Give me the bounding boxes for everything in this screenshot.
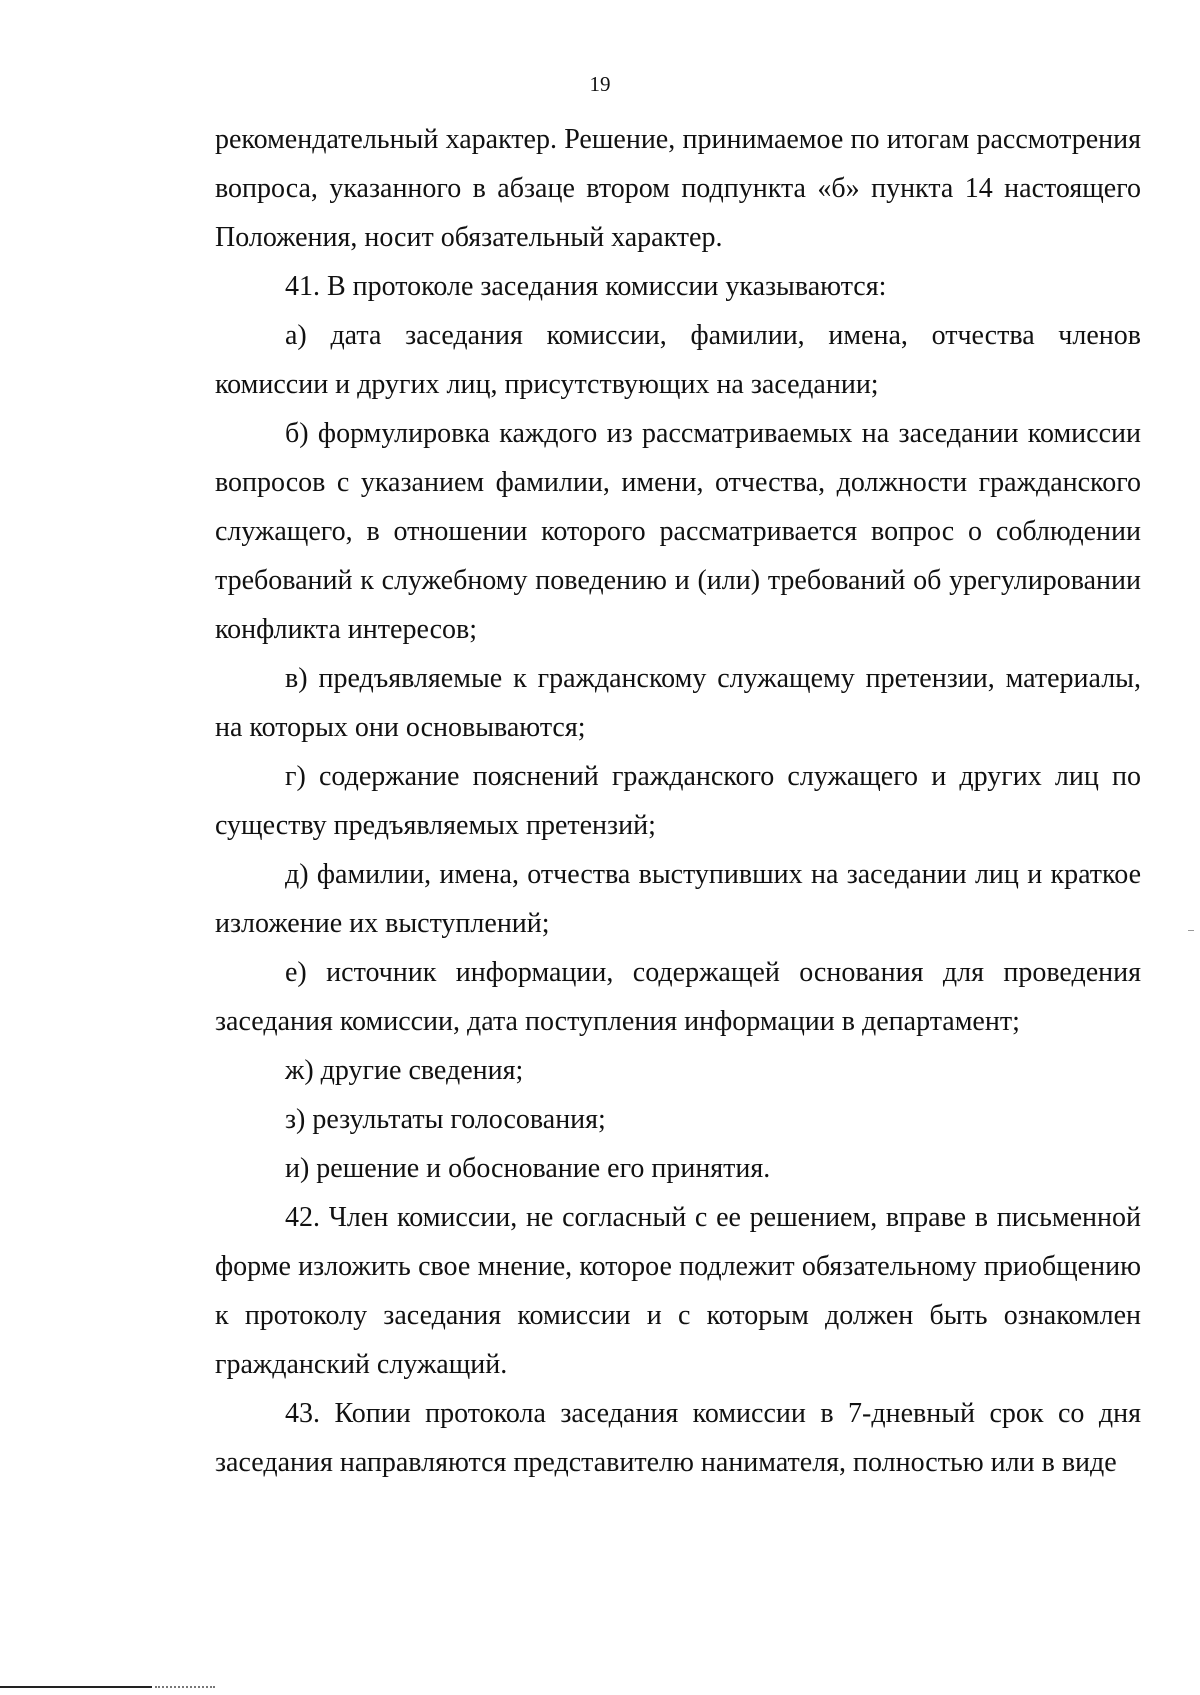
list-item-g: г) содержание пояснений гражданского служащего и других лиц по существу предъявляемых претензий; [215,761,1141,841]
list-item-z: з) результаты голосования; [285,1104,606,1135]
page-number: 19 [589,72,611,96]
list-item-i: и) решение и обоснование его принятия. [285,1153,771,1184]
document-body [215,115,1141,1487]
list-item-e: е) источник информации, содержащей основания для проведения заседания комиссии, дата поступления информации в департамент; [215,957,1141,1037]
list-item-zh: ж) другие сведения; [285,1055,524,1086]
list-item-b: б) формулировка каждого из рассматриваемых на заседании комиссии вопросов с указанием фамилии, имени, отчества, должности гражданского служащего, в отношении которого рассматривается вопрос о соблюдении требований к служебному поведению и (или) требований об урегулировании конфликта интересов; [215,418,1141,645]
list-item-d: д) фамилии, имена, отчества выступивших на заседании лиц и краткое изложение их выступлений; [215,859,1141,939]
paragraph-41: 41. В протоколе заседания комиссии указываются: [285,271,887,302]
footer-rule [0,1686,152,1688]
list-item-a: а) дата заседания комиссии, фамилии, имена, отчества членов комиссии и других лиц, присутствующих на заседании; [215,320,1141,400]
paragraph-continuation: рекомендательный характер. Решение, принимаемое по итогам рассмотрения вопроса, указанного в абзаце втором подпункта «б» пункта 14 настоящего Положения, носит обязательный характер. [215,124,1141,253]
footer-rule-dotted [155,1686,215,1688]
scan-margin-mark [1188,930,1194,931]
list-item-v: в) предъявляемые к гражданскому служащему претензии, материалы, на которых они основываются; [215,663,1141,743]
paragraph-43: 43. Копии протокола заседания комиссии в 7-дневный срок со дня заседания направляются представителю нанимателя, полностью или в виде [215,1398,1141,1478]
paragraph-42: 42. Член комиссии, не согласный с ее решением, вправе в письменной форме изложить свое мнение, которое подлежит обязательному приобщению к протоколу заседания комиссии и с которым должен быть ознакомлен гражданский служащий. [215,1202,1141,1380]
